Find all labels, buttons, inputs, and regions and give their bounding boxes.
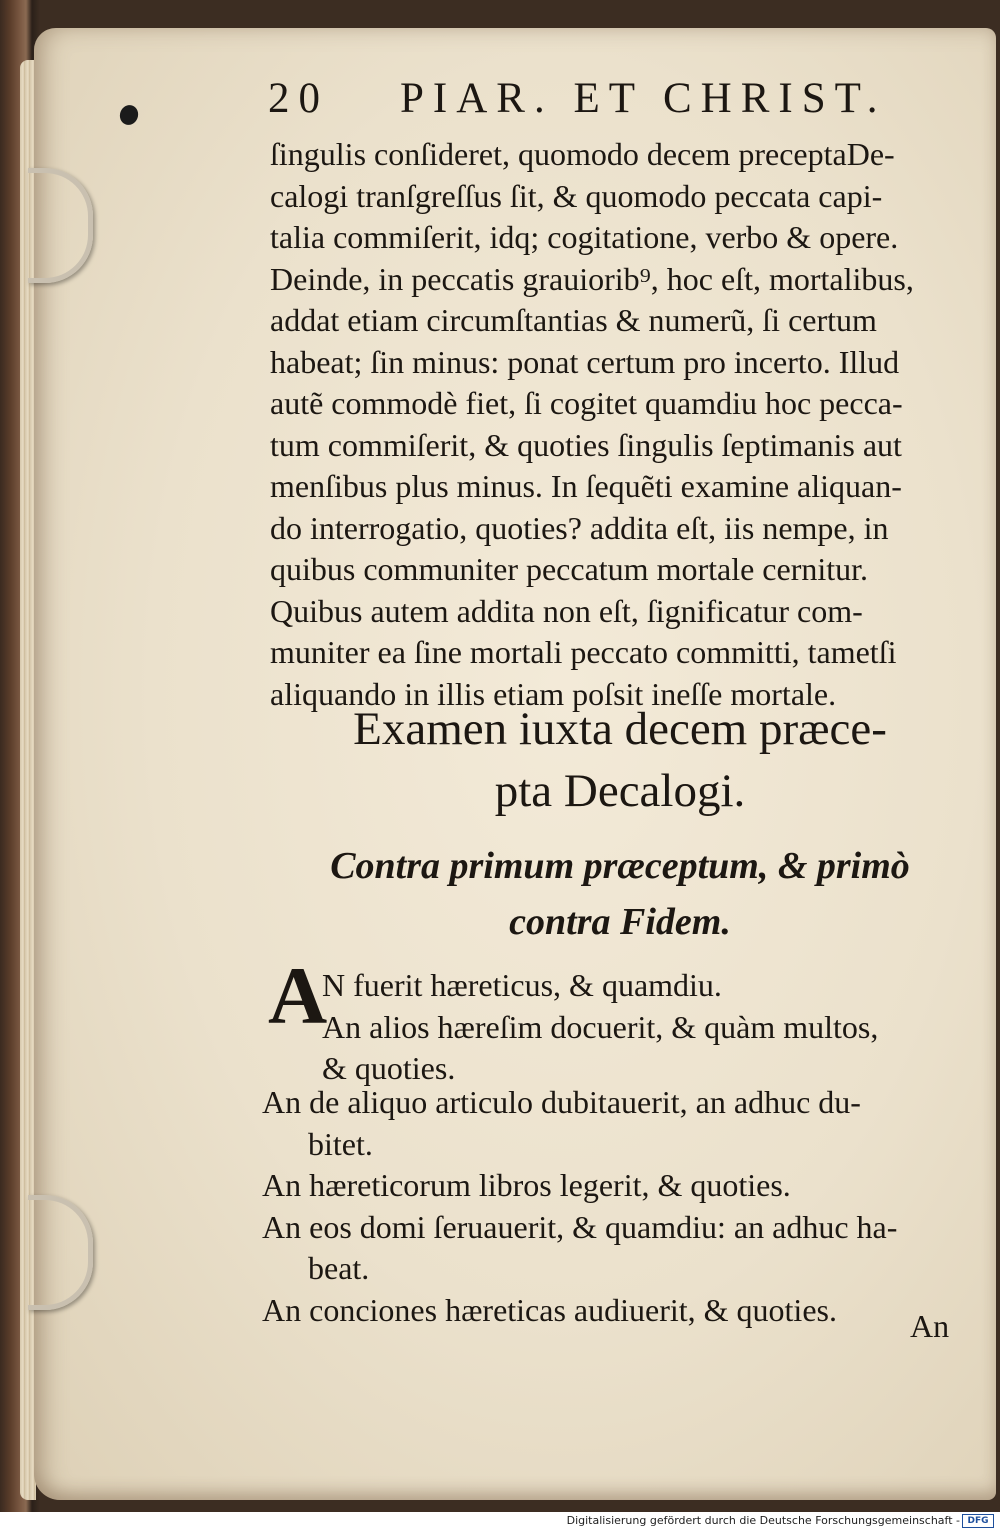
section-title	[290, 698, 950, 822]
list-item: & quoties.	[322, 1050, 456, 1086]
page-header	[268, 74, 908, 134]
list-item: An alios hæreſim docuerit, & quàm multos,	[322, 1008, 879, 1045]
drop-initial: A	[268, 950, 328, 1041]
list-item: An eos domi ſeruauerit, & quamdiu: an adhuc ha-	[262, 1208, 898, 1245]
body-line: tum commiſerit, & quoties ſingulis ſeptimanis aut	[270, 426, 902, 463]
subtitle-line: contra Fidem.	[509, 901, 731, 943]
question-list	[262, 1082, 972, 1331]
body-line: Deinde, in peccatis grauiorib⁹, hoc eſt, mortalibus,	[270, 260, 914, 297]
footer-credit: Digitalisierung gefördert durch die Deutsche Forschungsgemeinschaft -	[566, 1514, 960, 1527]
catchword: An	[910, 1308, 950, 1344]
body-line: Quibus autem addita non eſt, ſignificatur com-	[270, 592, 863, 629]
body-line: habeat; ſin minus: ponat certum pro incerto. Illud	[270, 343, 900, 380]
body-line: talia commiſerit, idq; cogitatione, verbo & opere.	[270, 219, 899, 255]
body-line: ſingulis conſideret, quomodo decem preceptaDe-	[270, 136, 895, 172]
list-item: N fuerit hæreticus, & quamdiu.	[322, 967, 722, 1003]
list-item: An conciones hæreticas audiuerit, & quoties.	[262, 1291, 837, 1328]
list-item: bitet.	[308, 1125, 373, 1162]
list-item: An de aliquo articulo dubitauerit, an adhuc du-	[262, 1084, 861, 1120]
body-line: addat etiam circumſtantias & numerũ, ſi certum	[270, 302, 877, 338]
list-item: beat.	[308, 1250, 370, 1286]
page-number: 20	[268, 75, 329, 122]
body-line: quibus communiter peccatum mortale cernitur.	[270, 551, 869, 587]
running-title: PIAR. ET CHRIST.	[400, 75, 887, 122]
body-line: aliquando in illis etiam poſsit ineſſe mortale.	[270, 675, 837, 712]
body-line: menſibus plus minus. In ſequẽti examine aliquan-	[270, 468, 902, 504]
list-item: An hæreticorum libros legerit, & quoties.	[262, 1167, 791, 1203]
section-subtitle	[300, 838, 940, 950]
first-entry	[322, 965, 878, 1090]
dfg-logo: DFG	[962, 1514, 994, 1528]
body-line: calogi tranſgreſſus ſit, & quomodo peccata capi-	[270, 177, 883, 214]
section-title-line: Examen iuxta decem præce-	[353, 703, 887, 755]
body-line: muniter ea ſine mortali peccato committi, tametſi	[270, 634, 897, 670]
section-title-line: pta Decalogi.	[494, 765, 746, 817]
body-paragraph	[270, 134, 970, 715]
body-line: do interrogatio, quoties? addita eſt, iis nempe, in	[270, 509, 889, 546]
subtitle-line: Contra primum præceptum, & primò	[330, 845, 910, 887]
body-line: autẽ commodè fiet, ſi cogitet quamdiu hoc pecca-	[270, 385, 903, 421]
